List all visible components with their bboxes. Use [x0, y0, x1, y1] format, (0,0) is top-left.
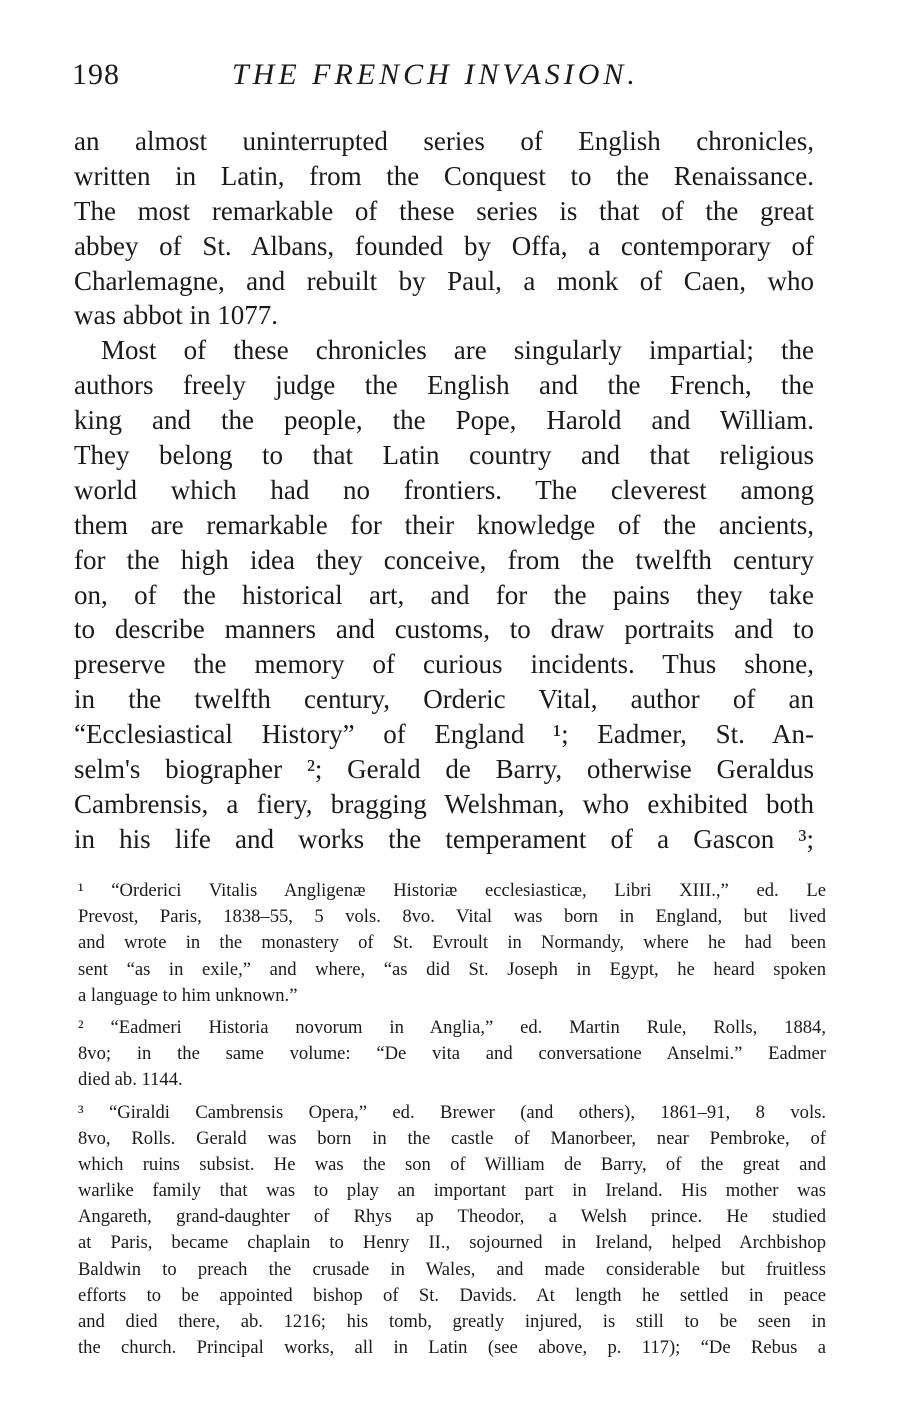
- text-line: Most of these chronicles are singularly impartial; the: [74, 335, 814, 366]
- footnote-1: [78, 878, 826, 1009]
- text-line: written in Latin, from the Conquest to the Renaissance.: [74, 160, 814, 191]
- text-line: on, of the historical art, and for the pains they take: [74, 579, 814, 610]
- footnote-line: ² “Eadmeri Historia novorum in Anglia,” ed. Martin Rule, Rolls, 1884,: [78, 1016, 826, 1038]
- footnote-line: and wrote in the monastery of St. Evroult in Normandy, where he had been: [78, 932, 826, 954]
- footnote-line: sent “as in exile,” and where, “as did St. Joseph in Egypt, he heard spoken: [78, 958, 826, 980]
- text-line: authors freely judge the English and the French, the: [74, 370, 814, 401]
- text-line: “Ecclesiastical History” of England ¹; Eadmer, St. An-: [74, 719, 814, 750]
- footnote-line: efforts to be appointed bishop of St. Davids. At length he settled in peace: [78, 1284, 826, 1306]
- footnote-line: Baldwin to preach the crusade in Wales, and made considerable but fruitless: [78, 1258, 826, 1280]
- text-line: for the high idea they conceive, from the twelfth century: [74, 544, 814, 575]
- text-line: They belong to that Latin country and that religious: [74, 440, 814, 471]
- footnote-line: Prevost, Paris, 1838–55, 5 vols. 8vo. Vital was born in England, but lived: [78, 906, 826, 928]
- text-line: The most remarkable of these series is that of the great: [74, 195, 814, 226]
- text-line: in his life and works the temperament of a Gascon ³;: [74, 823, 814, 854]
- text-line: was abbot in 1077.: [74, 300, 278, 331]
- text-line: in the twelfth century, Orderic Vital, author of an: [74, 684, 814, 715]
- footnote-line: the church. Principal works, all in Latin (see above, p. 117); “De Rebus a: [78, 1337, 826, 1359]
- footnote-3: [78, 1100, 826, 1362]
- text-line: selm's biographer ²; Gerald de Barry, otherwise Geraldus: [74, 754, 814, 785]
- footnote-line: which ruins subsist. He was the son of William de Barry, of the great and: [78, 1153, 826, 1175]
- text-line: king and the people, the Pope, Harold and William.: [74, 405, 814, 436]
- text-line: preserve the memory of curious incidents. Thus shone,: [74, 649, 814, 680]
- footnote-line: and died there, ab. 1216; his tomb, greatly injured, is still to be seen in: [78, 1311, 826, 1332]
- text-line: an almost uninterrupted series of English chronicles,: [74, 126, 814, 156]
- footnote-line: 8vo, Rolls. Gerald was born in the castle of Manorbeer, near Pembroke, of: [78, 1127, 826, 1149]
- footnote-line: 8vo; in the same volume: “De vita and conversatione Anselmi.” Eadmer: [78, 1043, 826, 1065]
- text-line: Cambrensis, a fiery, bragging Welshman, who exhibited both: [74, 788, 814, 819]
- text-line: Charlemagne, and rebuilt by Paul, a monk of Caen, who: [74, 265, 814, 296]
- footnote-line: at Paris, became chaplain to Henry II., sojourned in Ireland, helped Archbishop: [78, 1232, 826, 1254]
- footnote-2: [78, 1015, 826, 1094]
- footnote-line: Angareth, grand-daughter of Rhys ap Theodor, a Welsh prince. He studied: [78, 1206, 826, 1228]
- text-line: them are remarkable for their knowledge of the ancients,: [74, 509, 814, 540]
- text-line: world which had no frontiers. The cleverest among: [74, 474, 814, 505]
- page-number: 198: [72, 58, 120, 91]
- body-text: [74, 124, 814, 857]
- page-header: [72, 58, 832, 102]
- footnote-line: ¹ “Orderici Vitalis Angligenæ Historiæ ecclesiasticæ, Libri XIII.,” ed. Le: [78, 880, 826, 901]
- footnote-line: warlike family that was to play an important part in Ireland. His mother was: [78, 1180, 826, 1202]
- footnote-line: a language to him unknown.”: [78, 984, 298, 1006]
- footnote-line: ³ “Giraldi Cambrensis Opera,” ed. Brewer (and others), 1861–91, 8 vols.: [78, 1101, 826, 1123]
- footnote-line: died ab. 1144.: [78, 1069, 183, 1091]
- footnotes: [78, 878, 826, 1361]
- text-line: to describe manners and customs, to draw portraits and to: [74, 614, 814, 645]
- running-head: THE FRENCH INVASION.: [232, 58, 639, 91]
- text-line: abbey of St. Albans, founded by Offa, a contemporary of: [74, 230, 814, 261]
